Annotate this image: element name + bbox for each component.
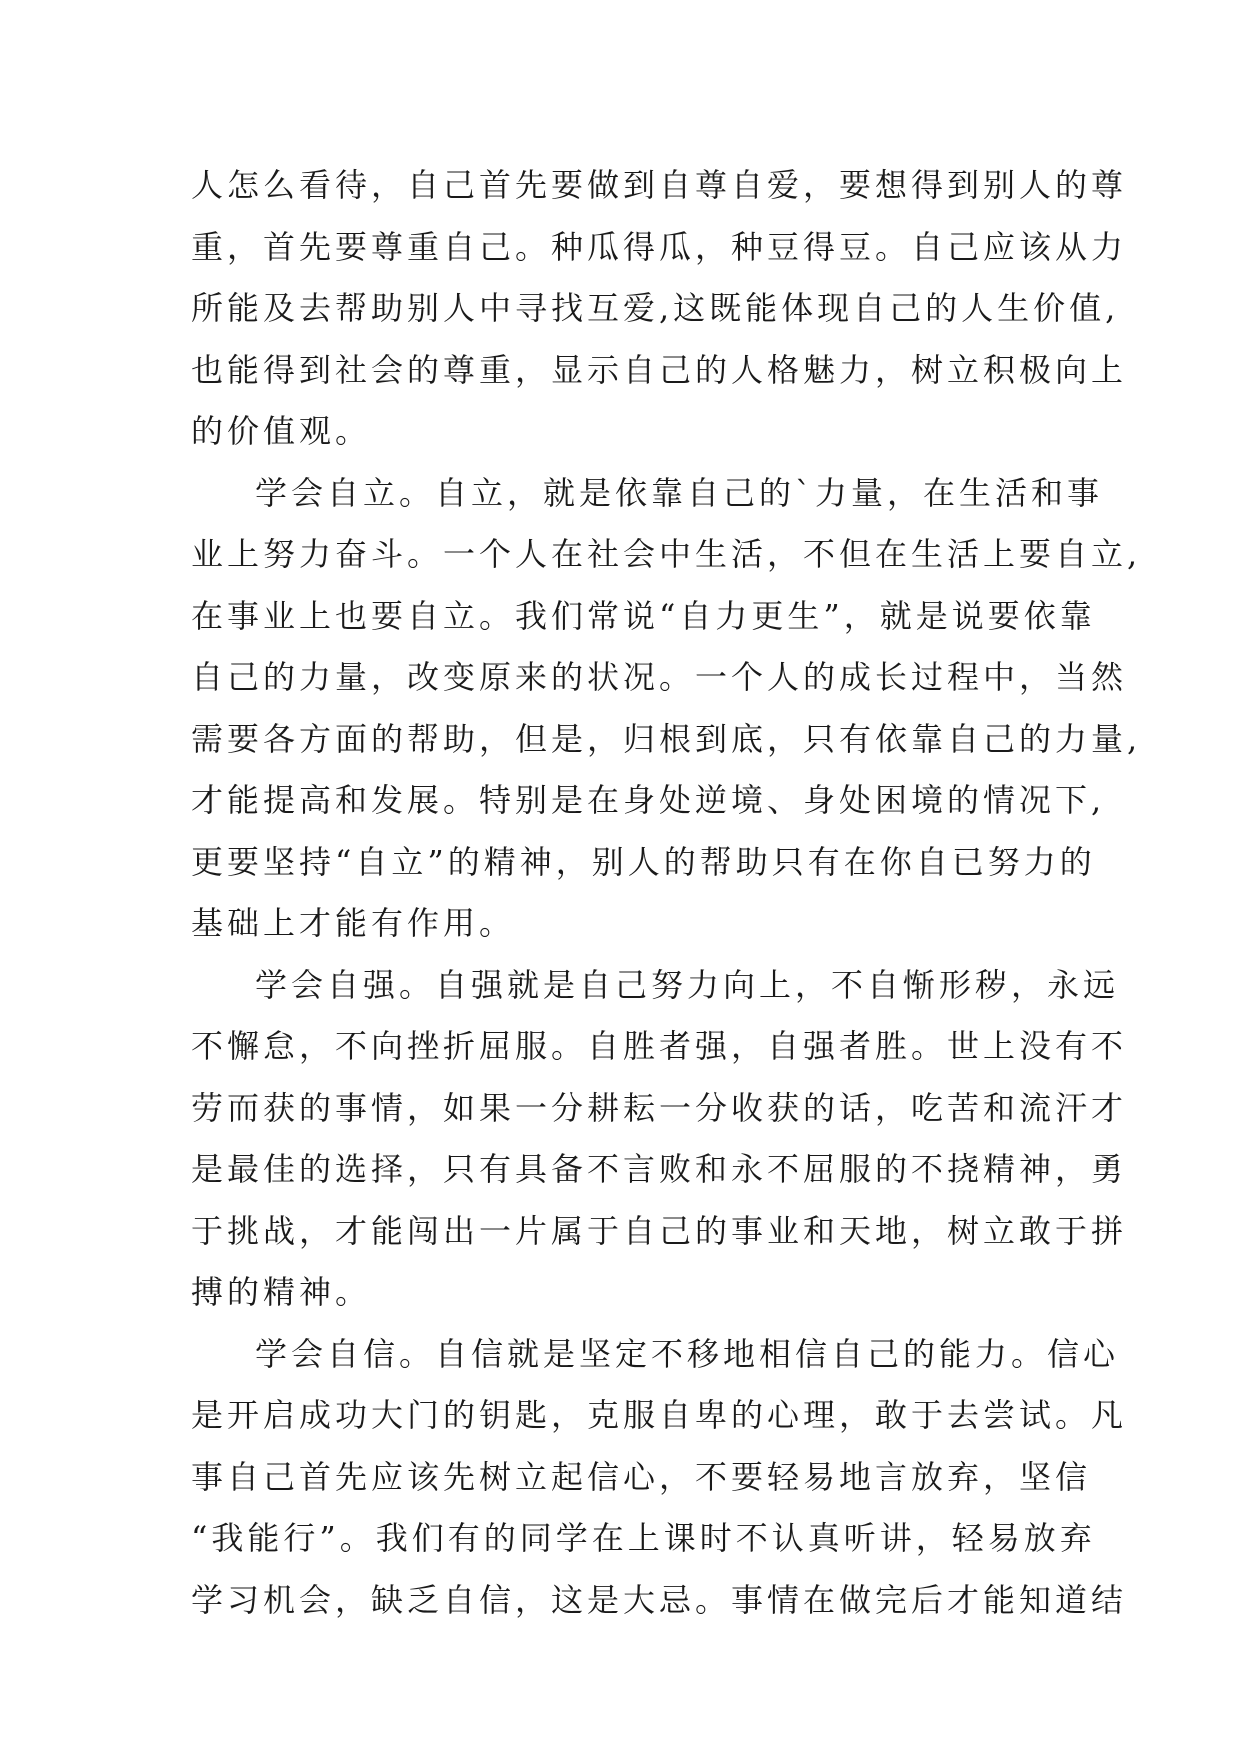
text-line: 事自己首先应该先树立起信心，不要轻易地言放弃，坚信 — [191, 1457, 1092, 1496]
text-line: 自己的力量，改变原来的状况。一个人的成长过程中，当然 — [191, 658, 1128, 696]
text-line: 于挑战，才能闯出一片属于自己的事业和天地，树立敢于拼 — [191, 1211, 1128, 1250]
text-line: 搏的精神。 — [191, 1273, 372, 1311]
text-line: 学会自信。自信就是坚定不移地相信自己的能力。信心 — [255, 1334, 1120, 1373]
text-line: 需要各方面的帮助，但是，归根到底，只有依靠自己的力量, — [191, 719, 1142, 758]
text-line: 学习机会，缺乏自信，这是大忌。事情在做完后才能知道结 — [191, 1580, 1128, 1619]
text-line: 不懈怠，不向挫折屈服。自胜者强，自强者胜。世上没有不 — [191, 1027, 1128, 1065]
text-line: 才能提高和发展。特别是在身处逆境、身处困境的情况下, — [191, 781, 1106, 819]
text-line: 是开启成功大门的钥匙，克服自卑的心理，敢于去尝试。凡 — [191, 1396, 1128, 1434]
text-line: 人怎么看待，自己首先要做到自尊自爱，要想得到别人的尊 — [191, 166, 1128, 204]
text-line: 基础上才能有作用。 — [191, 904, 516, 942]
text-line: 学会自强。自强就是自己努力向上，不自惭形秽，永远 — [255, 965, 1120, 1004]
text-line: 学会自立。自立，就是依靠自己的`力量，在生活和事 — [255, 473, 1104, 512]
text-line: 业上努力奋斗。一个人在社会中生活，不但在生活上要自立, — [191, 535, 1142, 573]
text-line: 在事业上也要自立。我们常说“自力更生”，就是说要依靠 — [191, 596, 1096, 635]
text-line: “我能行”。我们有的同学在上课时不认真听讲，轻易放弃 — [191, 1519, 1096, 1557]
text-line: 也能得到社会的尊重，显示自己的人格魅力，树立积极向上 — [191, 350, 1128, 389]
body-text — [191, 155, 1142, 1631]
text-line: 更要坚持“自立”的精神，别人的帮助只有在你自已努力的 — [191, 842, 1096, 881]
text-line: 的价值观。 — [191, 412, 372, 450]
text-line: 劳而获的事情，如果一分耕耘一分收获的话，吃苦和流汗才 — [191, 1088, 1128, 1127]
text-line: 所能及去帮助别人中寻找互爱,这既能体现自己的人生价值, — [191, 289, 1120, 327]
text-line: 是最佳的选择，只有具备不言败和永不屈服的不挠精神，勇 — [191, 1150, 1128, 1188]
text-line: 重，首先要尊重自己。种瓜得瓜，种豆得豆。自己应该从力 — [191, 227, 1128, 266]
